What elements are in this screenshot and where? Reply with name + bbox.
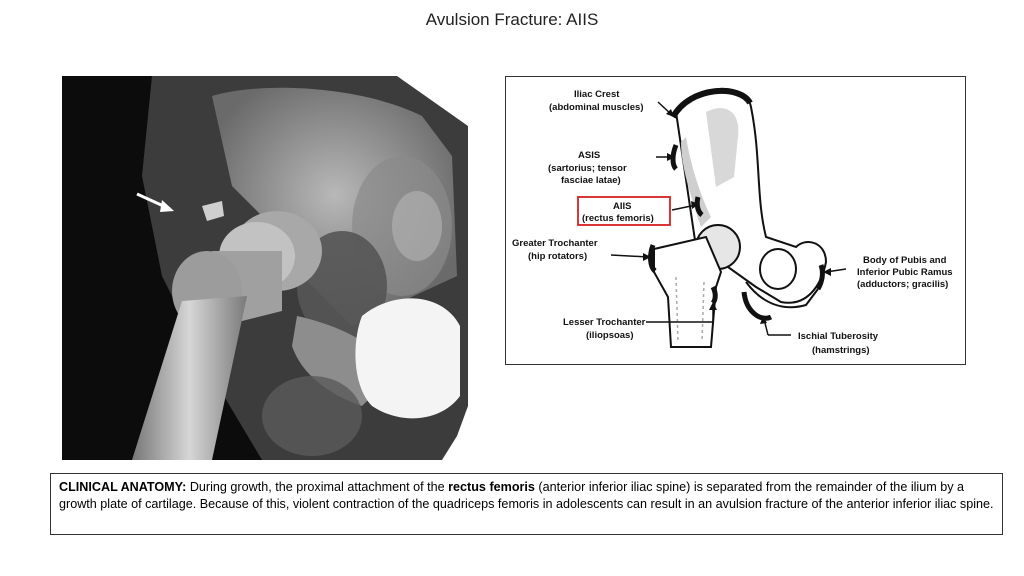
label-greater-trochanter-sub: (hip rotators) (528, 251, 588, 262)
label-ischial-tuberosity-sub: (hamstrings) (812, 345, 870, 356)
label-asis: ASIS (578, 150, 601, 161)
label-greater-trochanter: Greater Trochanter (512, 238, 598, 249)
label-iliac-crest: Iliac Crest (574, 89, 620, 100)
label-lesser-trochanter: Lesser Trochanter (563, 317, 646, 328)
label-lesser-trochanter-sub: (iliopsoas) (586, 330, 634, 341)
caption-bold-term: rectus femoris (448, 480, 535, 494)
label-aiis: AIIS (613, 201, 632, 212)
label-ischial-tuberosity: Ischial Tuberosity (798, 331, 879, 342)
label-iliac-crest-sub: (abdominal muscles) (549, 102, 644, 113)
hip-xray-image (62, 76, 468, 460)
label-pubis: Body of Pubis and (863, 255, 947, 266)
label-pubis-sub2: (adductors; gracilis) (857, 279, 949, 290)
label-asis-sub1: (sartorius; tensor (548, 163, 627, 174)
pelvis-diagram (505, 76, 966, 365)
caption-lead: CLINICAL ANATOMY: (59, 480, 187, 494)
caption-text-part2: (anterior inferior iliac spine) is separated from the remainder of the ilium by a growth plate of cartilage. Because of this, violent contraction of the quadriceps femoris in adolescents can result in an avulsion fracture of the anterior inferior iliac spine. (59, 480, 994, 511)
label-asis-sub2: fasciae latae) (561, 175, 621, 186)
caption-text-part1: During growth, the proximal attachment of the (186, 480, 449, 494)
slide-title: Avulsion Fracture: AIIS (425, 10, 599, 29)
label-pubis-sub1: Inferior Pubic Ramus (857, 267, 953, 278)
clinical-anatomy-caption (50, 473, 1003, 535)
label-aiis-sub: (rectus femoris) (582, 213, 654, 224)
